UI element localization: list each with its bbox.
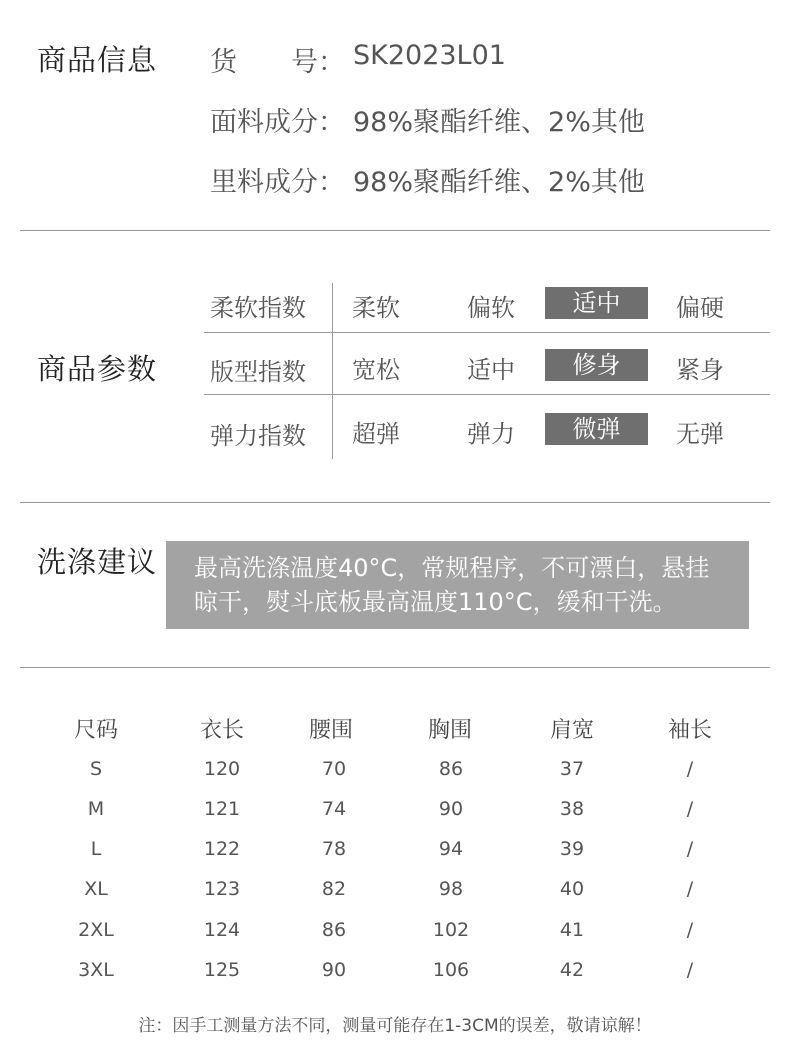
table-cell: 94 xyxy=(438,838,464,860)
table-cell: / xyxy=(686,758,694,780)
elasticity-option: 弹力 xyxy=(467,420,515,448)
fabric-label: 面料成分： xyxy=(210,107,345,138)
fit-option: 紧身 xyxy=(676,356,724,384)
elasticity-option-selected: 微弹 xyxy=(545,413,648,445)
fit-label: 版型指数 xyxy=(210,358,306,386)
fabric-value: 98%聚酯纤维、2%其他 xyxy=(353,107,645,138)
softness-option: 偏硬 xyxy=(676,294,724,322)
table-cell: / xyxy=(686,878,694,900)
table-cell: 86 xyxy=(321,919,347,941)
fit-option-selected: 修身 xyxy=(545,349,648,381)
shoulder-header: 肩宽 xyxy=(549,718,594,743)
table-cell: 38 xyxy=(559,798,585,820)
params-vertical-divider xyxy=(332,283,333,459)
washing-line-2: 晾干，熨斗底板最高温度110°C，缓和干洗。 xyxy=(194,588,677,616)
softness-label: 柔软指数 xyxy=(210,294,306,322)
product-info-title: 商品信息 xyxy=(37,43,158,77)
softness-option-selected: 适中 xyxy=(545,287,648,319)
size-header: 尺码 xyxy=(73,718,118,743)
table-cell: 2XL xyxy=(78,919,114,941)
product-code-value: SK2023L01 xyxy=(353,40,506,71)
table-cell: 98 xyxy=(438,878,464,900)
table-cell: 121 xyxy=(203,798,241,820)
table-cell: 3XL xyxy=(78,959,114,981)
table-cell: 41 xyxy=(559,919,585,941)
table-cell: 70 xyxy=(321,758,347,780)
table-cell: 74 xyxy=(321,798,347,820)
table-cell: L xyxy=(90,838,102,860)
divider xyxy=(20,667,770,668)
table-cell: 86 xyxy=(438,758,464,780)
fit-option: 宽松 xyxy=(352,356,400,384)
table-cell: XL xyxy=(84,878,108,900)
measurement-note: 注：因手工测量方法不同，测量可能存在1-3CM的误差，敬请谅解！ xyxy=(138,1016,652,1036)
table-cell: 42 xyxy=(559,959,585,981)
lining-label: 里料成分： xyxy=(210,167,345,198)
table-cell: 90 xyxy=(438,798,464,820)
table-cell: / xyxy=(686,838,694,860)
sleeve-header: 袖长 xyxy=(667,718,712,743)
table-cell: 39 xyxy=(559,838,585,860)
table-cell: 82 xyxy=(321,878,347,900)
table-cell: 122 xyxy=(203,838,241,860)
table-cell: 37 xyxy=(559,758,585,780)
washing-instructions-box xyxy=(166,541,749,629)
chest-header: 胸围 xyxy=(427,718,472,743)
product-params-title: 商品参数 xyxy=(37,352,158,386)
table-cell: S xyxy=(89,758,103,780)
softness-option: 偏软 xyxy=(467,294,515,322)
divider xyxy=(20,502,770,503)
waist-header: 腰围 xyxy=(308,718,353,743)
table-cell: 124 xyxy=(203,919,241,941)
fit-option: 适中 xyxy=(467,356,515,384)
table-cell: 125 xyxy=(203,959,241,981)
lining-value: 98%聚酯纤维、2%其他 xyxy=(353,167,645,198)
table-cell: 40 xyxy=(559,878,585,900)
table-cell: M xyxy=(87,798,105,820)
table-cell: 123 xyxy=(203,878,241,900)
divider xyxy=(20,230,770,231)
table-cell: / xyxy=(686,798,694,820)
elasticity-label: 弹力指数 xyxy=(210,422,306,450)
table-cell: / xyxy=(686,959,694,981)
elasticity-option: 无弹 xyxy=(676,420,724,448)
table-cell: 120 xyxy=(203,758,241,780)
params-row-divider xyxy=(204,332,770,333)
product-code-label: 货 号： xyxy=(210,47,345,78)
table-cell: 102 xyxy=(432,919,470,941)
softness-option: 柔软 xyxy=(352,294,400,322)
washing-line-1: 最高洗涤温度40°C，常规程序，不可漂白，悬挂 xyxy=(194,554,710,582)
table-cell: 106 xyxy=(432,959,470,981)
params-row-divider xyxy=(204,394,770,395)
washing-title: 洗涤建议 xyxy=(37,545,158,579)
elasticity-option: 超弹 xyxy=(352,420,400,448)
length-header: 衣长 xyxy=(199,718,244,743)
table-cell: / xyxy=(686,919,694,941)
table-cell: 78 xyxy=(321,838,347,860)
table-cell: 90 xyxy=(321,959,347,981)
